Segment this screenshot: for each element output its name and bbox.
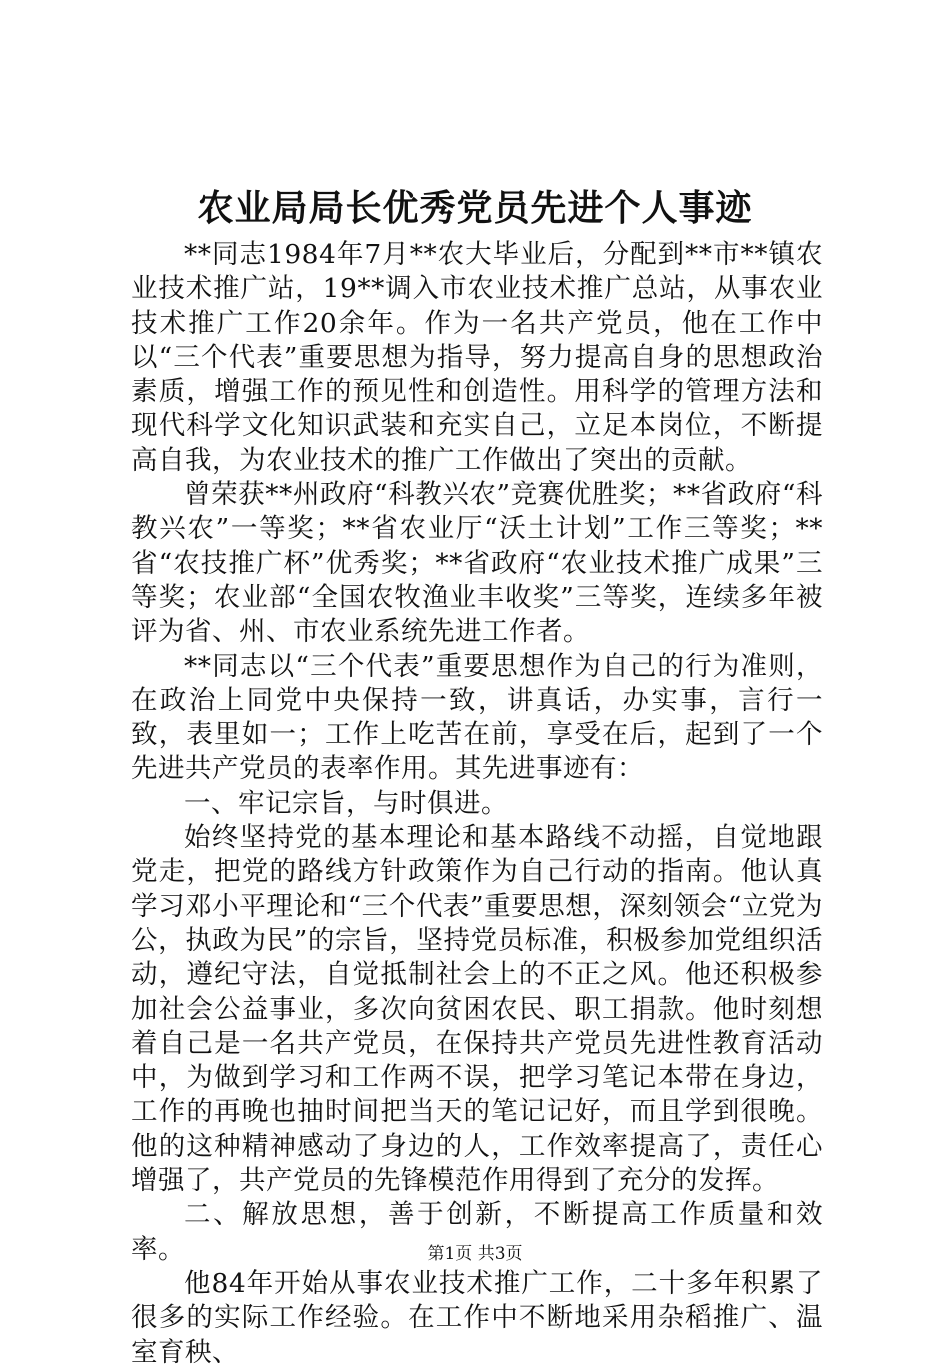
paragraph-section-1: 始终坚持党的基本理论和基本路线不动摇，自觉地跟党走，把党的路线方针政策作为自己行动的指南。他认真学习邓小平理论和“三个代表”重要思想，深刻领会“立党为公，执政为民”的宗旨，坚持党员标准，积极参加党组织活动，遵纪守法，自觉抵制社会上的不正之风。他还积极参加社会公益事业，多次向贫困农民、职工捐款。他时刻想着自己是一名共产党员，在保持共产党员先进性教育活动中，为做到学习和工作两不误，把学习笔记本带在身边，工作的再晚也抽时间把当天的笔记记好，而且学到很晚。他的这种精神感动了身边的人，工作效率提高了，责任心增强了，共产党员的先锋模范作用得到了充分的发挥。 <box>131 822 823 1197</box>
page-number-footer: 第1页 共3页 <box>427 1244 523 1264</box>
document-body <box>131 238 823 1370</box>
document-title: 农业局局长优秀党员先进个人事迹 <box>197 187 753 229</box>
section-heading-1: 一、牢记宗旨，与时俱进。 <box>184 787 508 819</box>
paragraph-intro: **同志1984年7月**农大毕业后，分配到**市**镇农业技术推广站，19**调入市农业技术推广总站，从事农业技术推广工作20余年。作为一名共产党员，他在工作中以“三个代表”重要思想为指导，努力提高自身的思想政治素质，增强工作的预见性和创造性。用科学的管理方法和现代科学文化知识武装和充实自己，立足本岗位，不断提高自我，为农业技术的推广工作做出了突出的贡献。 <box>131 239 823 476</box>
section-heading-2: 二、解放思想，善于创新，不断提高工作质量和效率。 <box>131 1199 823 1265</box>
paragraph-conduct: **同志以“三个代表”重要思想作为自己的行为准则，在政治上同党中央保持一致，讲真话，办实事，言行一致，表里如一；工作上吃苦在前，享受在后，起到了一个先进共产党员的表率作用。其先进事迹有： <box>131 650 823 785</box>
paragraph-awards: 曾荣获**州政府“科教兴农”竞赛优胜奖；**省政府“科教兴农”一等奖；**省农业厅“沃土计划”工作三等奖；**省“农技推广杯”优秀奖；**省政府“农业技术推广成果”三等奖；农业部“全国农牧渔业丰收奖”三等奖，连续多年被评为省、州、市农业系统先进工作者。 <box>131 479 823 648</box>
paragraph-section-2: 他84年开始从事农业技术推广工作，二十多年积累了很多的实际工作经验。在工作中不断地采用杂稻推广、温室育秧、 <box>131 1267 823 1368</box>
